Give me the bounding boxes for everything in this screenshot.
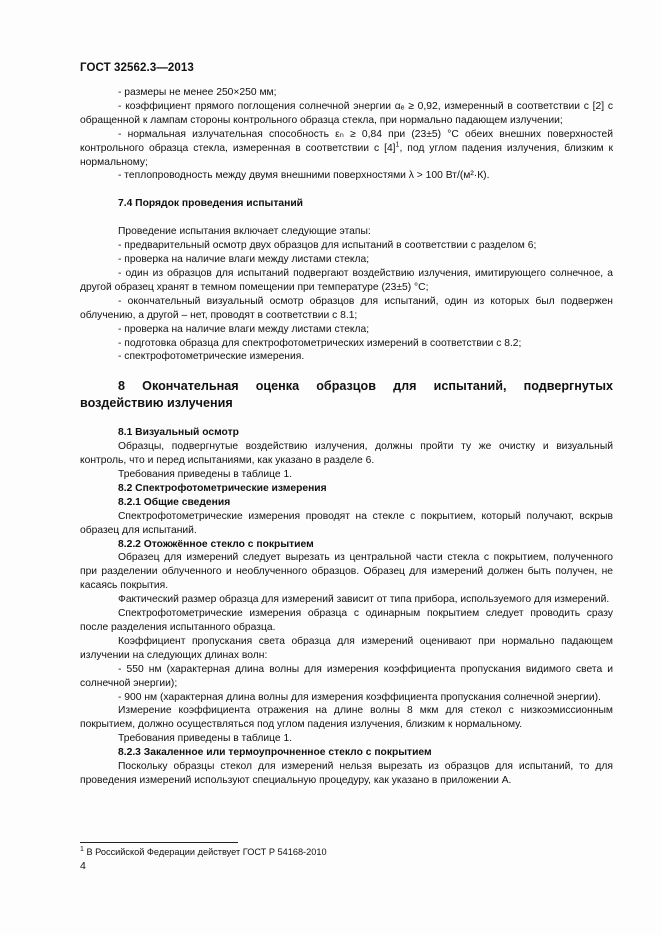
paragraph: Спектрофотометрические измерения образца с одинарным покрытием следует проводить сразу после разделения испытанного образца. [80,608,613,633]
list-item: - 900 нм (характерная длина волны для измерения коэффициента пропускания солнечной энергии). [118,691,601,703]
paragraph: Измерение коэффициента отражения на длине волны 8 мкм для стекол с низкоэмиссионным покрытием, должно осуществляться под углом падения излучения, близким к нормальному. [80,705,613,731]
paragraph: Требования приведены в таблице 1. [118,733,293,745]
paragraph: Спектрофотометрические измерения проводят на стекле с покрытием, который получают, вскрыв образец для испытаний. [80,510,613,536]
footnote-ref: 1 [395,141,400,149]
list-item: - теплопроводность между двумя внешними поверхностями λ > 100 Вт/(м²·К). [118,170,490,182]
page-number: 4 [80,860,86,872]
list-item: - коэффициент прямого поглощения солнечной энергии αₑ ≥ 0,92, измеренный в соответствии с [2] с обращенной к лампам стороны контрольного образца стекла, при нормально падающем излучении; [80,100,613,126]
section-heading-8-2-1: 8.2.1 Общие сведения [118,496,231,508]
document-header: ГОСТ 32562.3—2013 [80,62,194,74]
paragraph: Поскольку образцы стекол для измерений нельзя вырезать из образцов для испытаний, то для проведения измерений используют специальную процедуру, как указано в приложении А. [80,761,613,786]
list-item: - проверка на наличие влаги между листами стекла; [118,323,370,335]
paragraph: Фактический размер образца для измерений зависит от типа прибора, используемого для измерений. [118,594,610,606]
document-body [80,86,613,788]
paragraph: Образцы, подвергнутые воздействию излучения, должны пройти ту же очистку и визуальный контроль, что и перед испытаниями, как указано в разделе 6. [80,441,613,467]
list-item: - размеры не менее 250×250 мм; [118,87,277,98]
footnote-mark: 1 [80,845,84,853]
list-item: - проверка на наличие влаги между листами стекла; [118,254,370,266]
footnote-divider [80,842,238,843]
section-heading-8-1: 8.1 Визуальный осмотр [118,427,239,439]
section-heading-8-2-2: 8.2.2 Отожжённое стекло с покрытием [118,538,314,550]
list-item: - предварительный осмотр двух образцов для испытаний в соответствии с разделом 6; [118,240,537,252]
paragraph: Проведение испытания включает следующие этапы: [118,226,371,238]
list-item [80,128,613,170]
section-heading-8-2-3: 8.2.3 Закаленное или термоупрочненное стекло с покрытием [118,747,432,759]
section-heading-7-4: 7.4 Порядок проведения испытаний [118,198,303,210]
section-heading-8-2: 8.2 Спектрофотометрические измерения [118,482,327,494]
list-item-text: , под углом падения излучения, близким к нормальному; [80,142,613,168]
paragraph: Требования приведены в таблице 1. [118,469,293,481]
paragraph: Образец для измерений следует вырезать из центральной части стекла с покрытием, полученного при разделении облученного и необлученного образцов. Образец для измерений должен быть получен, не касаясь покрытия. [80,552,613,592]
list-item-text: - нормальная излучательная способность εₙ ≥ 0,84 при (23±5) °C обеих внешних поверхностей контрольного образца стекла, измеренная в соответствии с [4] [80,128,613,154]
list-item: - спектрофотометрические измерения. [118,351,305,363]
footnote-text: В Российской Федерации действует ГОСТ Р 54168-2010 [83,847,327,857]
footnote [80,846,327,858]
list-item: - подготовка образца для спектрофотометрических измерений в соответствии с 8.2; [118,337,522,349]
list-item: - окончательный визуальный осмотр образцов для испытаний, один из которых был подвержен облучению, а другой – нет, проводят в соответствии с 8.1; [80,295,613,321]
paragraph: Коэффициент пропускания света образца для измерений оценивают при нормально падающем излучении на следующих длинах волн: [80,635,613,661]
section-heading-8: 8 Окончательная оценка образцов для испытаний, подвергнутых воздействию излучения [80,379,613,411]
list-item: - один из образцов для испытаний подвергают воздействию излучения, имитирующего солнечное, а другой образец хранят в темном помещении при температуре (23±5) °C; [80,267,613,293]
list-item: - 550 нм (характерная длина волны для измерения коэффициента пропускания видимого света и солнечной энергии); [80,663,613,689]
